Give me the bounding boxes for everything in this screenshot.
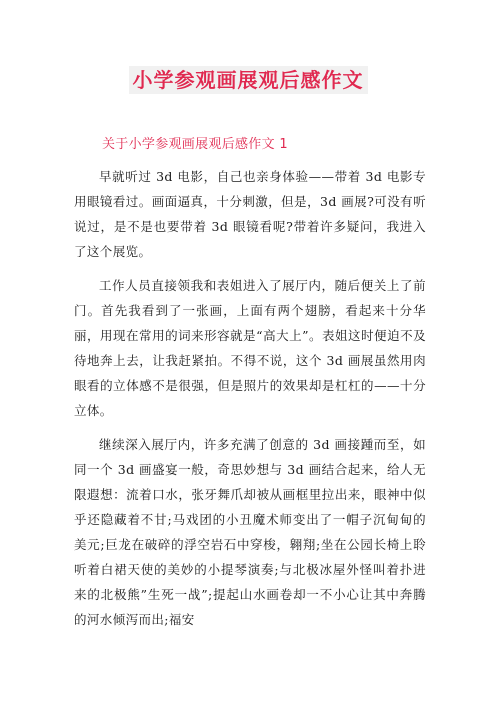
section-heading: 关于小学参观画展观后感作文 1	[102, 137, 288, 152]
page-title: 小学参观画展观后感作文	[129, 66, 368, 94]
paragraph-1: 早就听过 3d 电影，自己也亲身体验——带着 3d 电影专用眼镜看过。画面逼真，十分刺激，但是，3d 画展?可没有听说过，是不是也要带着 3d 眼镜看呢?带着许多疑问，我进入了这个展览。	[74, 169, 426, 259]
paragraph-3: 继续深入展厅内，许多充满了创意的 3d 画接踵而至，如同一个 3d 画盛宴一般，奇思妙想与 3d 画结合起来，给人无限遐想：流着口水，张牙舞爪却被从画框里拉出来，眼神中似乎还隐藏着不甘;马戏团的小丑魔术师变出了一帽子沉甸甸的美元;巨龙在破碎的浮空岩石中穿梭，翱翔;坐在公园长椅上聆听着白裙天使的美妙的小提琴演奏;与北极冰屋外怪叫着扑进来的北极熊”生死一战”;提起山水画卷却一不小心让其中奔腾的河水倾泻而出;福安	[74, 437, 426, 627]
article-body	[74, 164, 426, 641]
title-container	[0, 66, 496, 94]
paragraph-2: 工作人员直接领我和表姐进入了展厅内，随后便关上了前门。首先我看到了一张画，上面有两个翅膀，看起来十分华丽，用现在常用的词来形容就是“高大上”。表姐这时便迫不及待地奔上去，让我赶紧拍。不得不说，这个 3d 画展虽然用肉眼看的立体感不是很强，但是照片的效果却是杠杠的——十分立体。	[74, 278, 426, 418]
